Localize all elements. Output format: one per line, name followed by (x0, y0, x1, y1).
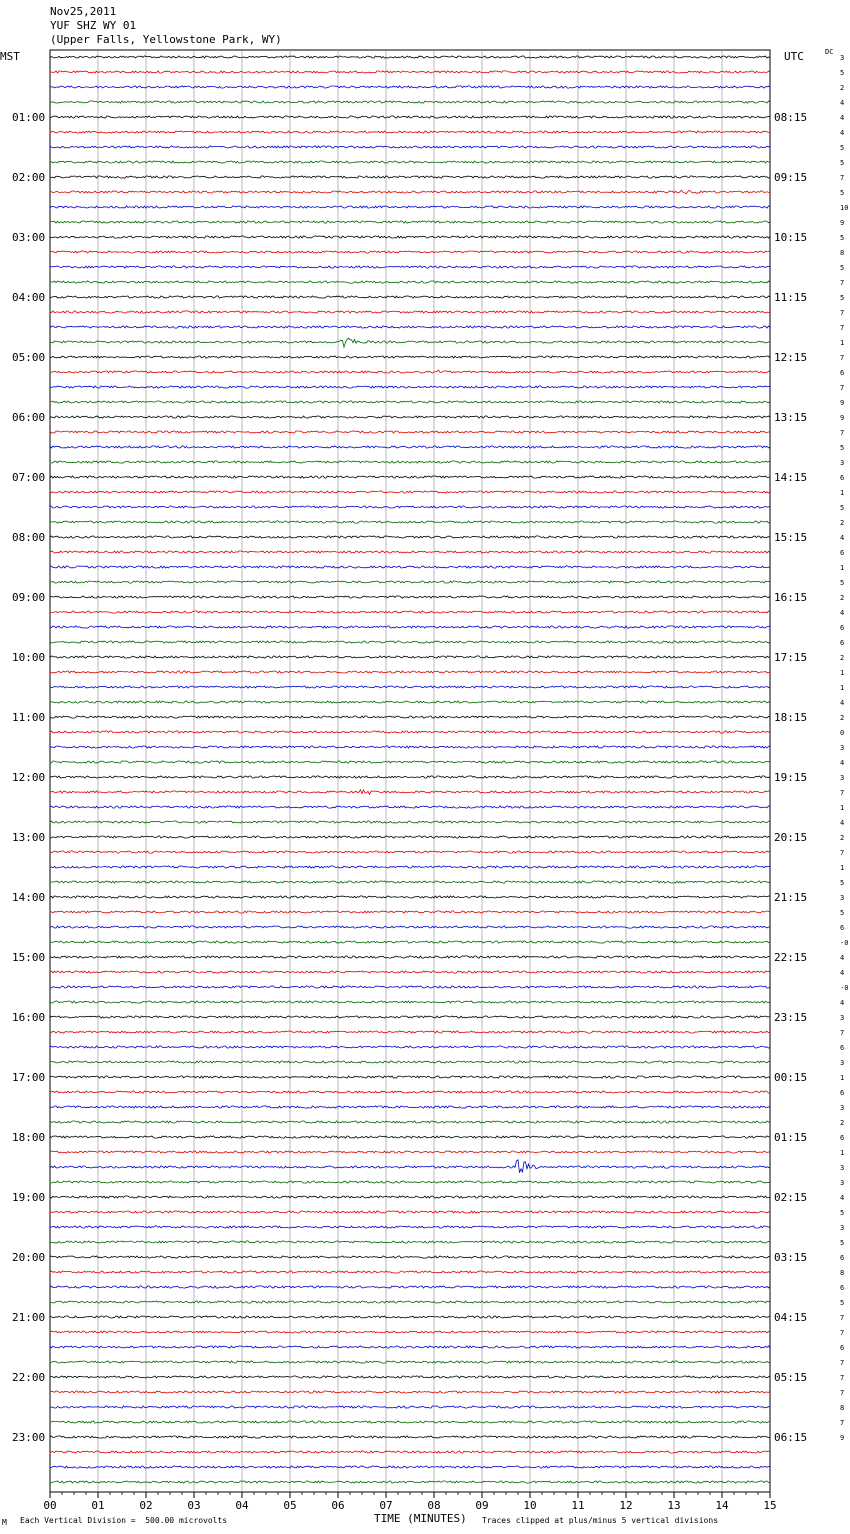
dc-offset-label: 7 (840, 1359, 845, 1367)
dc-offset-label: 5 (840, 504, 845, 512)
dc-offset-label: 8 (840, 1269, 845, 1277)
seismic-trace (50, 881, 770, 883)
dc-offset-label: 4 (840, 819, 845, 827)
left-hour-label: 15:00 (12, 951, 46, 964)
seismic-trace (50, 1391, 770, 1393)
dc-offset-label: 5 (840, 234, 845, 242)
seismic-trace (50, 461, 770, 463)
scale-note: Each Vertical Division = 500.00 microvolts (20, 1516, 228, 1525)
seismic-trace (50, 281, 770, 283)
dc-offset-label: 9 (840, 1434, 845, 1442)
x-tick-label: 05 (283, 1499, 297, 1512)
seismic-trace (50, 116, 770, 118)
dc-offset-label: 2 (840, 84, 845, 92)
x-tick-label: 08 (427, 1499, 441, 1512)
seismic-trace (50, 1286, 770, 1288)
seismic-trace (50, 1331, 770, 1333)
seismic-trace (50, 266, 770, 268)
dc-offset-label: 3 (840, 1104, 845, 1112)
seismic-trace (50, 146, 770, 148)
dc-offset-label: 7 (840, 1374, 845, 1382)
seismic-trace (50, 86, 770, 88)
seismic-trace (50, 1301, 770, 1303)
right-hour-label: 19:15 (774, 771, 808, 784)
dc-offset-label: 4 (840, 609, 845, 617)
dc-offset-label: 1 (840, 669, 845, 677)
seismic-trace (50, 596, 770, 598)
seismic-trace (50, 866, 770, 868)
dc-offset-label: 6 (840, 924, 845, 932)
dc-offset-label: 1 (840, 564, 845, 572)
dc-offset-label: 7 (840, 1419, 845, 1427)
seismic-trace (50, 626, 770, 628)
dc-offset-label: 3 (840, 459, 845, 467)
x-tick-label: 14 (715, 1499, 729, 1512)
dc-offset-label: 7 (840, 309, 845, 317)
seismic-trace (50, 356, 770, 358)
dc-offset-label: 1 (840, 684, 845, 692)
seismic-trace (50, 1001, 770, 1003)
left-hour-label: 18:00 (12, 1131, 46, 1144)
left-hour-label: 01:00 (12, 111, 46, 124)
seismic-trace (50, 566, 770, 568)
seismic-trace (50, 190, 770, 193)
dc-header-label: DC (825, 48, 834, 56)
seismic-trace (50, 790, 770, 795)
left-hour-label: 04:00 (12, 291, 46, 304)
dc-offset-label: 3 (840, 54, 845, 62)
dc-offset-label: 5 (840, 1209, 845, 1217)
seismic-trace (50, 911, 770, 913)
seismic-trace (50, 1121, 770, 1123)
left-hour-label: 23:00 (12, 1431, 46, 1444)
dc-offset-label: 7 (840, 429, 845, 437)
dc-offset-label: 4 (840, 759, 845, 767)
dc-offset-label: 7 (840, 1389, 845, 1397)
dc-offset-label: 7 (840, 1314, 845, 1322)
seismic-trace (50, 1181, 770, 1183)
seismic-trace (50, 986, 770, 988)
left-hour-label: 17:00 (12, 1071, 46, 1084)
seismic-trace (50, 1361, 770, 1363)
dc-offset-label: 7 (840, 1029, 845, 1037)
seismic-trace (50, 131, 770, 133)
seismic-trace (50, 506, 770, 508)
dc-offset-label: 4 (840, 969, 845, 977)
dc-offset-label: 5 (840, 444, 845, 452)
seismic-trace (50, 956, 770, 958)
seismic-trace (50, 851, 770, 853)
seismic-trace (50, 296, 770, 298)
seismic-trace (50, 671, 770, 673)
dc-offset-label: 7 (840, 174, 845, 182)
x-tick-label: 15 (763, 1499, 777, 1512)
right-hour-label: 03:15 (774, 1251, 808, 1264)
seismic-trace (50, 311, 770, 313)
dc-offset-label: 5 (840, 159, 845, 167)
dc-offset-label: 5 (840, 1299, 845, 1307)
dc-offset-label: 2 (840, 654, 845, 662)
dc-offset-label: 2 (840, 834, 845, 842)
seismic-trace (50, 416, 770, 418)
left-hour-label: 21:00 (12, 1311, 46, 1324)
seismic-trace (50, 1241, 770, 1243)
dc-offset-label: 6 (840, 1254, 845, 1262)
seismic-trace (50, 1406, 770, 1408)
right-hour-label: 10:15 (774, 231, 808, 244)
seismic-trace (50, 431, 770, 433)
x-tick-label: 01 (91, 1499, 105, 1512)
seismic-trace (50, 1151, 770, 1153)
dc-offset-label: 3 (840, 1224, 845, 1232)
seismic-trace (50, 1316, 770, 1318)
right-hour-label: 11:15 (774, 291, 808, 304)
right-hour-label: 04:15 (774, 1311, 808, 1324)
dc-offset-label: 9 (840, 414, 845, 422)
right-hour-label: 18:15 (774, 711, 808, 724)
seismic-trace (50, 701, 770, 703)
seismic-trace (50, 206, 770, 208)
seismic-trace (50, 1421, 770, 1423)
seismic-trace (50, 656, 770, 658)
left-hour-label: 19:00 (12, 1191, 46, 1204)
seismic-trace (50, 491, 770, 493)
dc-offset-label: 1 (840, 1074, 845, 1082)
left-hour-label: 09:00 (12, 591, 46, 604)
seismic-trace (50, 1016, 770, 1018)
seismic-trace (50, 1061, 770, 1063)
x-tick-label: 09 (475, 1499, 489, 1512)
dc-offset-label: -0 (840, 984, 849, 992)
dc-offset-label: 1 (840, 864, 845, 872)
seismic-trace (50, 806, 770, 808)
seismic-trace (50, 326, 770, 328)
left-hour-label: 20:00 (12, 1251, 46, 1264)
seismic-trace (50, 161, 770, 163)
dc-offset-label: 6 (840, 369, 845, 377)
right-hour-label: 22:15 (774, 951, 808, 964)
seismic-trace (50, 1346, 770, 1348)
x-tick-label: 10 (523, 1499, 537, 1512)
dc-offset-label: 5 (840, 879, 845, 887)
seismic-trace (50, 1451, 770, 1453)
right-hour-label: 14:15 (774, 471, 808, 484)
seismic-trace (50, 896, 770, 898)
left-hour-label: 22:00 (12, 1371, 46, 1384)
seismic-trace (50, 1136, 770, 1138)
dc-offset-label: 2 (840, 594, 845, 602)
seismic-trace (50, 1031, 770, 1033)
seismic-trace (50, 1481, 770, 1483)
x-tick-label: 03 (187, 1499, 201, 1512)
seismic-trace (50, 926, 770, 928)
dc-offset-label: 6 (840, 639, 845, 647)
x-tick-label: 07 (379, 1499, 393, 1512)
dc-offset-label: 5 (840, 189, 845, 197)
seismic-trace (50, 581, 770, 583)
dc-offset-label: 3 (840, 1059, 845, 1067)
dc-offset-label: 6 (840, 1344, 845, 1352)
dc-offset-label: 4 (840, 99, 845, 107)
left-hour-label: 14:00 (12, 891, 46, 904)
right-timezone-label: UTC (784, 50, 804, 63)
left-timezone-label: MST (0, 50, 20, 63)
dc-offset-label: 7 (840, 384, 845, 392)
seismic-trace (50, 1211, 770, 1213)
right-hour-label: 15:15 (774, 531, 808, 544)
seismic-trace (50, 1376, 770, 1378)
dc-offset-label: 5 (840, 579, 845, 587)
seismic-trace (50, 251, 770, 253)
right-hour-label: 12:15 (774, 351, 808, 364)
dc-offset-label: 4 (840, 534, 845, 542)
dc-offset-label: 4 (840, 114, 845, 122)
dc-offset-label: 7 (840, 354, 845, 362)
seismic-trace (50, 731, 770, 733)
dc-offset-label: 3 (840, 774, 845, 782)
right-hour-label: 06:15 (774, 1431, 808, 1444)
left-hour-label: 12:00 (12, 771, 46, 784)
seismic-trace (50, 686, 770, 688)
dc-offset-label: 5 (840, 1239, 845, 1247)
x-tick-label: 06 (331, 1499, 345, 1512)
seismic-trace (50, 1466, 770, 1468)
right-hour-label: 20:15 (774, 831, 808, 844)
dc-offset-label: 7 (840, 789, 845, 797)
dc-offset-label: 1 (840, 804, 845, 812)
dc-offset-label: 9 (840, 399, 845, 407)
dc-offset-label: 4 (840, 999, 845, 1007)
dc-offset-label: 1 (840, 489, 845, 497)
dc-offset-label: 5 (840, 144, 845, 152)
seismic-trace (50, 1046, 770, 1048)
dc-offset-label: 3 (840, 1164, 845, 1172)
dc-offset-label: 3 (840, 744, 845, 752)
dc-offset-label: 4 (840, 129, 845, 137)
dc-offset-label: 7 (840, 279, 845, 287)
left-hour-label: 13:00 (12, 831, 46, 844)
seismic-trace (50, 1106, 770, 1108)
dc-offset-label: 3 (840, 1014, 845, 1022)
x-tick-label: 12 (619, 1499, 633, 1512)
station-code: YUF SHZ WY 01 (50, 19, 137, 32)
dc-offset-label: 2 (840, 714, 845, 722)
seismic-trace (50, 401, 770, 403)
x-tick-label: 11 (571, 1499, 585, 1512)
dc-offset-label: 6 (840, 1284, 845, 1292)
seismic-trace (50, 821, 770, 823)
dc-offset-label: 3 (840, 894, 845, 902)
seismic-trace (50, 836, 770, 838)
right-hour-label: 17:15 (774, 651, 808, 664)
dc-offset-label: 4 (840, 699, 845, 707)
left-hour-label: 05:00 (12, 351, 46, 364)
seismic-trace (50, 746, 770, 748)
right-hour-label: 08:15 (774, 111, 808, 124)
seismic-trace (50, 1160, 770, 1173)
seismic-trace (50, 551, 770, 553)
dc-offset-label: 2 (840, 1119, 845, 1127)
seismic-trace (50, 1076, 770, 1078)
dc-offset-label: 3 (840, 1179, 845, 1187)
seismic-trace (50, 1226, 770, 1228)
right-hour-label: 23:15 (774, 1011, 808, 1024)
dc-offset-label: 5 (840, 264, 845, 272)
dc-offset-label: 10 (840, 204, 849, 212)
corner-mark: M (2, 1518, 7, 1527)
seismic-trace (50, 1091, 770, 1093)
seismic-trace (50, 941, 770, 943)
dc-offset-label: 6 (840, 1089, 845, 1097)
left-hour-label: 03:00 (12, 231, 46, 244)
seismic-trace (50, 1196, 770, 1198)
left-hour-label: 08:00 (12, 531, 46, 544)
seismic-trace (50, 536, 770, 538)
dc-offset-label: 9 (840, 219, 845, 227)
seismic-trace (50, 338, 770, 347)
dc-offset-label: 6 (840, 1134, 845, 1142)
seismic-trace (50, 1436, 770, 1438)
x-axis-title: TIME (MINUTES) (374, 1512, 467, 1525)
dc-offset-label: 8 (840, 249, 845, 257)
seismic-trace (50, 476, 770, 478)
station-location: (Upper Falls, Yellowstone Park, WY) (50, 33, 282, 46)
plot-date: Nov25,2011 (50, 5, 117, 18)
dc-offset-label: 7 (840, 1329, 845, 1337)
dc-offset-label: 7 (840, 849, 845, 857)
dc-offset-label: 1 (840, 339, 845, 347)
dc-offset-label: 5 (840, 69, 845, 77)
seismic-trace (50, 776, 770, 778)
seismic-trace (50, 176, 770, 178)
dc-offset-label: 8 (840, 1404, 845, 1412)
clip-note: Traces clipped at plus/minus 5 vertical divisions (482, 1516, 719, 1525)
seismic-trace (50, 1271, 770, 1273)
right-hour-label: 13:15 (774, 411, 808, 424)
x-tick-label: 13 (667, 1499, 681, 1512)
dc-offset-label: -0 (840, 939, 849, 947)
seismic-trace (50, 71, 770, 73)
seismic-trace (50, 101, 770, 103)
dc-offset-label: 1 (840, 1149, 845, 1157)
dc-offset-label: 6 (840, 549, 845, 557)
dc-offset-label: 5 (840, 909, 845, 917)
right-hour-label: 16:15 (774, 591, 808, 604)
right-hour-label: 02:15 (774, 1191, 808, 1204)
dc-offset-label: 4 (840, 1194, 845, 1202)
dc-offset-label: 6 (840, 624, 845, 632)
seismic-trace (50, 221, 770, 223)
seismic-trace (50, 761, 770, 763)
right-hour-label: 01:15 (774, 1131, 808, 1144)
right-hour-label: 00:15 (774, 1071, 808, 1084)
left-hour-label: 11:00 (12, 711, 46, 724)
seismic-trace (50, 446, 770, 448)
left-hour-label: 07:00 (12, 471, 46, 484)
right-hour-label: 21:15 (774, 891, 808, 904)
left-hour-label: 10:00 (12, 651, 46, 664)
dc-offset-label: 4 (840, 954, 845, 962)
seismic-trace (50, 971, 770, 973)
seismic-trace (50, 521, 770, 523)
left-hour-label: 02:00 (12, 171, 46, 184)
seismic-trace (50, 716, 770, 718)
dc-offset-label: 6 (840, 474, 845, 482)
seismic-trace (50, 370, 770, 373)
x-tick-label: 00 (43, 1499, 57, 1512)
seismic-trace (50, 56, 770, 58)
x-tick-label: 04 (235, 1499, 249, 1512)
dc-offset-label: 7 (840, 324, 845, 332)
x-tick-label: 02 (139, 1499, 153, 1512)
left-hour-label: 16:00 (12, 1011, 46, 1024)
left-hour-label: 06:00 (12, 411, 46, 424)
seismic-trace (50, 236, 770, 238)
dc-offset-label: 0 (840, 729, 845, 737)
seismic-trace (50, 1256, 770, 1258)
dc-offset-label: 6 (840, 1044, 845, 1052)
seismic-trace (50, 641, 770, 643)
right-hour-label: 05:15 (774, 1371, 808, 1384)
dc-offset-label: 2 (840, 519, 845, 527)
seismic-trace (50, 386, 770, 388)
seismic-trace (50, 611, 770, 613)
right-hour-label: 09:15 (774, 171, 808, 184)
dc-offset-label: 5 (840, 294, 845, 302)
